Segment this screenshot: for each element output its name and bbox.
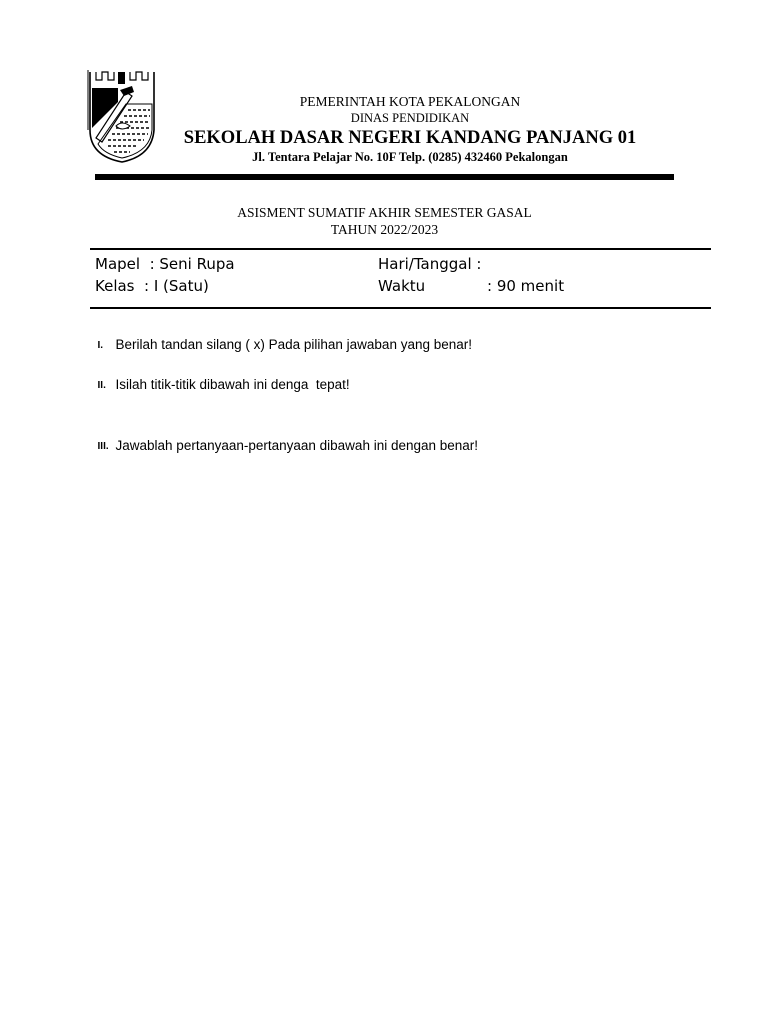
- instruction-number: III.: [97, 440, 109, 452]
- instruction-text: Jawablah pertanyaan-pertanyaan dibawah ini dengan benar!: [115, 437, 479, 453]
- instruction-item: [90, 425, 478, 452]
- instruction-number: I.: [97, 339, 104, 351]
- instruction-item: [90, 364, 350, 391]
- instruction-text: Isilah titik-titik dibawah ini denga tepat!: [115, 376, 350, 392]
- info-kelas: Kelas : I (Satu): [95, 277, 209, 295]
- info-mapel: Mapel : Seni Rupa: [95, 255, 235, 273]
- school-emblem-logo: [86, 68, 158, 164]
- info-waktu-value: : 90 menit: [487, 277, 565, 295]
- letterhead-address: Jl. Tentara Pelajar No. 10F Telp. (0285) 432460 Pekalongan: [252, 150, 568, 164]
- letterhead-school-name: SEKOLAH DASAR NEGERI KANDANG PANJANG 01: [183, 128, 637, 148]
- info-waktu-label: Waktu: [378, 277, 426, 295]
- letterhead-divider: [95, 174, 674, 180]
- info-hari-tanggal: Hari/Tanggal :: [378, 255, 482, 273]
- instruction-item: [90, 324, 472, 351]
- instruction-number: II.: [97, 379, 106, 391]
- instruction-text: Berilah tandan silang ( x) Pada pilihan jawaban yang benar!: [115, 336, 472, 352]
- letterhead-government: PEMERINTAH KOTA PEKALONGAN: [299, 94, 521, 109]
- info-top-divider: [90, 248, 711, 250]
- letterhead-department: DINAS PENDIDIKAN: [350, 111, 470, 125]
- info-bottom-divider: [90, 307, 711, 309]
- exam-year: TAHUN 2022/2023: [330, 222, 439, 237]
- exam-title: ASISMENT SUMATIF AKHIR SEMESTER GASAL: [237, 205, 532, 220]
